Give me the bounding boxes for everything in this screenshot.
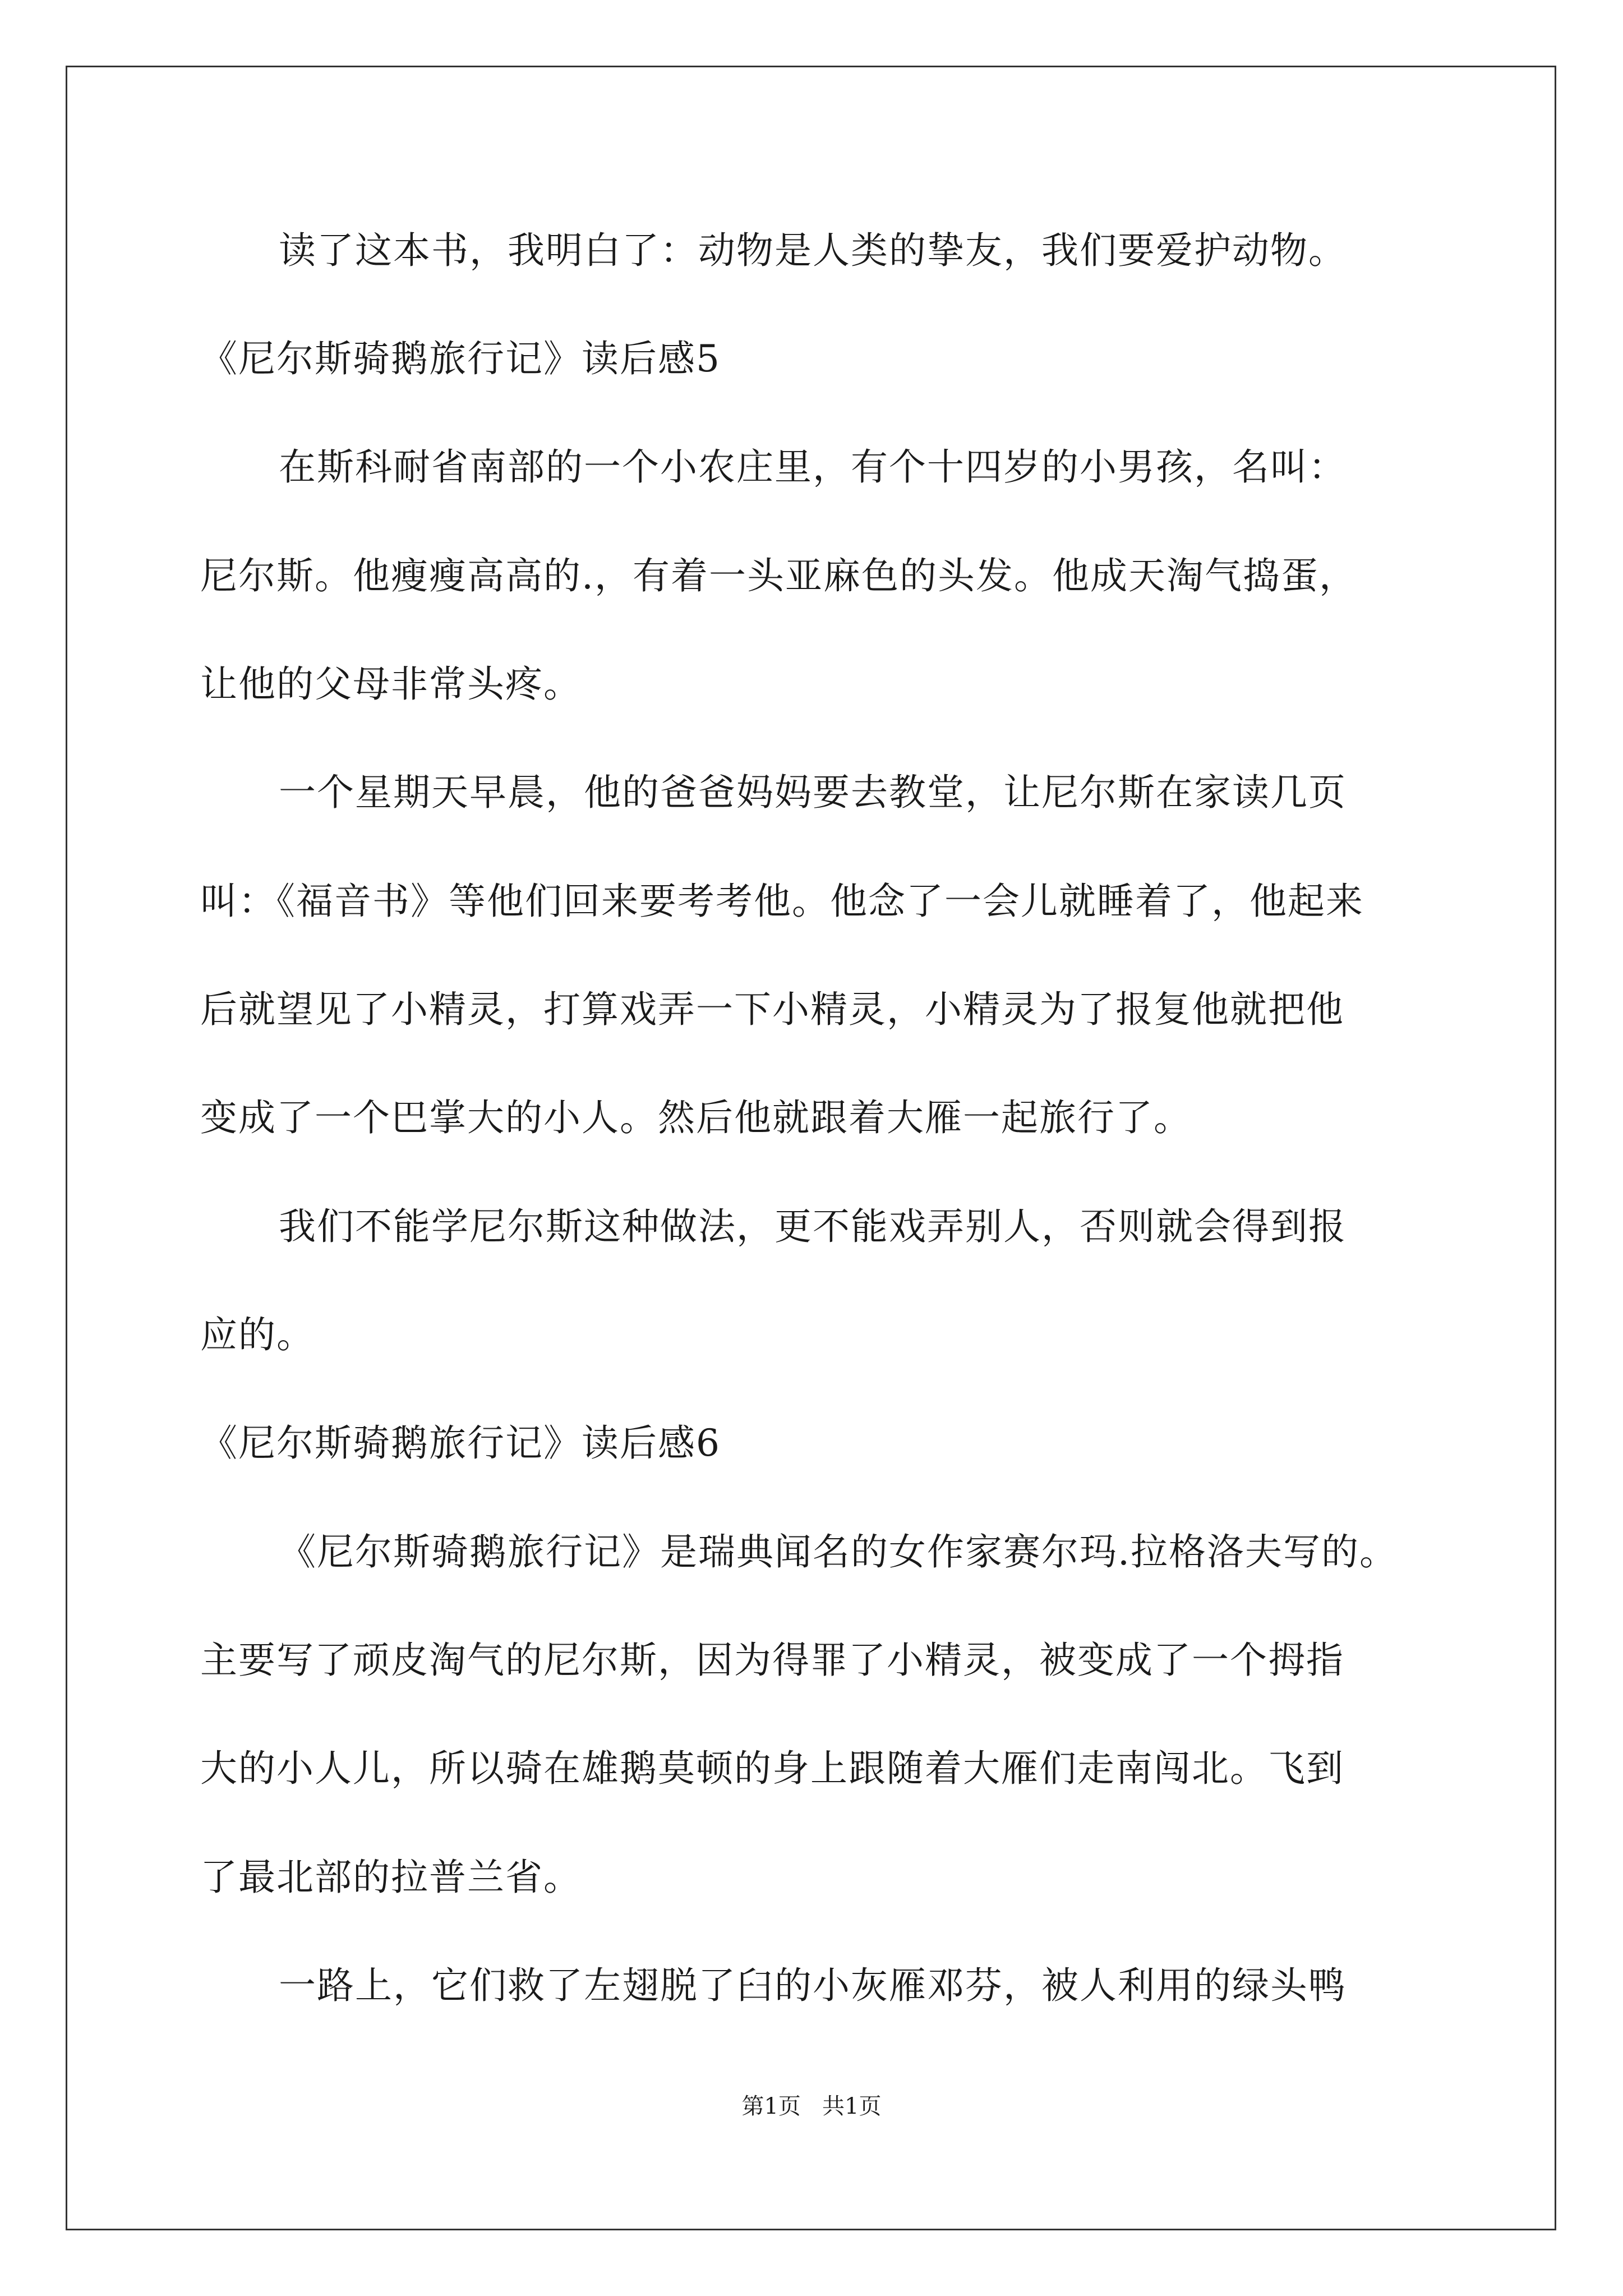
paragraph-line: 一个星期天早晨，他的爸爸妈妈要去教堂，让尼尔斯在家读几页: [279, 771, 1347, 814]
section-heading: 《尼尔斯骑鹅旅行记》读后感5: [200, 337, 721, 380]
section-heading: 《尼尔斯骑鹅旅行记》读后感6: [200, 1421, 721, 1465]
paragraph-line: 主要写了顽皮淘气的尼尔斯，因为得罪了小精灵，被变成了一个拇指: [200, 1639, 1344, 1682]
paragraph-line: 变成了一个巴掌大的小人。然后他就跟着大雁一起旅行了。: [200, 1096, 1192, 1139]
paragraph-line: 在斯科耐省南部的一个小农庄里，有个十四岁的小男孩，名叫：: [279, 445, 1347, 489]
page-footer: 第1页 共1页: [741, 2093, 882, 2119]
paragraph-line: 让他的父母非常头疼。: [200, 662, 582, 706]
paragraph-line: 我们不能学尼尔斯这种做法，更不能戏弄别人，否则就会得到报: [279, 1205, 1347, 1248]
paragraph-line: 了最北部的拉普兰省。: [200, 1856, 582, 1899]
paragraph-line: 读了这本书，我明白了：动物是人类的挚友，我们要爱护动物。: [279, 229, 1347, 272]
paragraph-line: 大的小人儿，所以骑在雄鹅莫顿的身上跟随着大雁们走南闯北。飞到: [200, 1747, 1344, 1790]
paragraph-line: 《尼尔斯骑鹅旅行记》是瑞典闻名的女作家赛尔玛.拉格洛夫写的。: [279, 1530, 1398, 1573]
paragraph-line: 后就望见了小精灵，打算戏弄一下小精灵，小精灵为了报复他就把他: [200, 988, 1344, 1031]
paragraph-line: 尼尔斯。他瘦瘦高高的.，有着一头亚麻色的头发。他成天淘气捣蛋，: [200, 554, 1357, 597]
page-border: [66, 66, 1556, 2230]
paragraph-line: 应的。: [200, 1313, 315, 1356]
paragraph-line: 叫：《福音书》等他们回来要考考他。他念了一会儿就睡着了，他起来: [200, 880, 1364, 923]
paragraph-line: 一路上，它们救了左翅脱了臼的小灰雁邓芬，被人利用的绿头鸭: [279, 1964, 1347, 2007]
